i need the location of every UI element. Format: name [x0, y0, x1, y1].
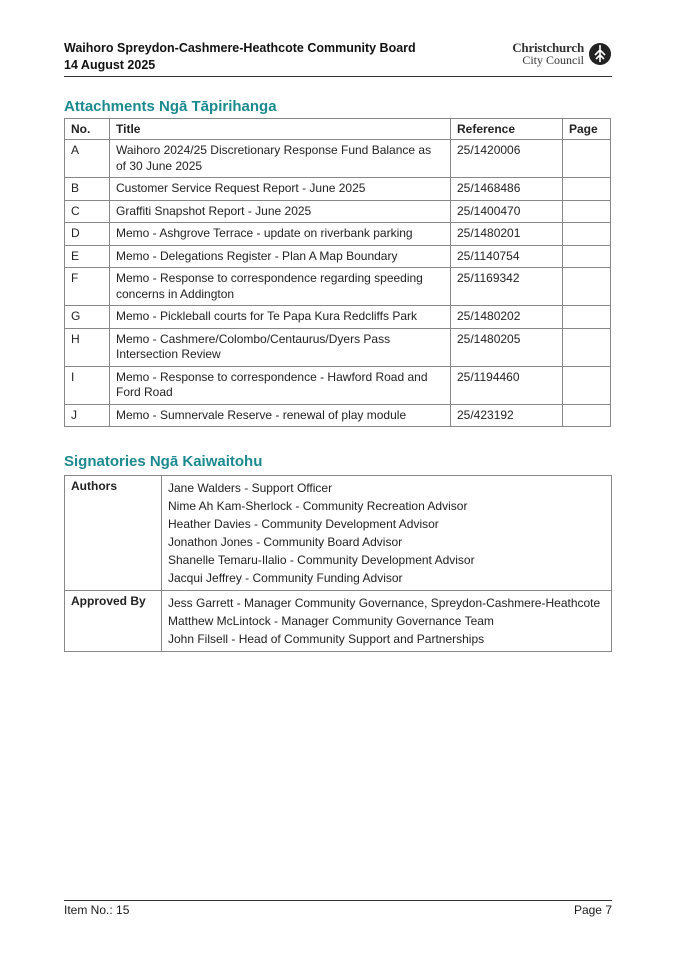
logo-line2: City Council — [522, 53, 584, 67]
attachment-reference: 25/1420006 — [451, 140, 563, 178]
signatory-group-label: Approved By — [65, 591, 162, 652]
logo-line1: Christchurch — [512, 40, 584, 55]
attachment-page — [563, 245, 611, 268]
attachment-title: Memo - Delegations Register - Plan A Map Boundary — [110, 245, 451, 268]
attachments-header-row — [65, 119, 611, 140]
attachment-page — [563, 306, 611, 329]
attachment-page — [563, 178, 611, 201]
attachment-reference: 25/1480201 — [451, 223, 563, 246]
col-page-header: Page — [563, 119, 611, 140]
attachment-no: A — [65, 140, 110, 178]
attachment-page — [563, 404, 611, 427]
attachment-title: Memo - Pickleball courts for Te Papa Kura Redcliffs Park — [110, 306, 451, 329]
page-number: Page 7 — [573, 903, 612, 917]
attachment-no: B — [65, 178, 110, 201]
signatories-heading: Signatories Ngā Kaiwaitohu — [64, 453, 263, 470]
council-logo — [512, 42, 612, 66]
attachment-page — [563, 200, 611, 223]
table-row — [65, 328, 611, 366]
attachment-no: F — [65, 268, 110, 306]
signatory-name: Shanelle Temaru-Ilalio - Community Development Advisor — [168, 553, 475, 567]
signatory-name: Nime Ah Kam-Sherlock - Community Recreation Advisor — [168, 499, 468, 513]
board-name: Waihoro Spreydon-Cashmere-Heathcote Community Board — [64, 41, 416, 55]
attachment-title: Customer Service Request Report - June 2025 — [110, 178, 451, 201]
attachment-no: D — [65, 223, 110, 246]
attachment-reference: 25/1194460 — [451, 366, 563, 404]
signatory-names — [162, 476, 612, 591]
attachment-page — [563, 268, 611, 306]
signatory-name: Jess Garrett - Manager Community Governance, Spreydon-Cashmere-Heathcote — [168, 596, 601, 610]
attachment-reference: 25/1169342 — [451, 268, 563, 306]
signatory-names — [162, 591, 612, 652]
attachment-reference: 25/423192 — [451, 404, 563, 427]
attachment-title: Memo - Response to correspondence - Hawford Road and Ford Road — [110, 366, 451, 404]
attachment-reference: 25/1140754 — [451, 245, 563, 268]
attachment-page — [563, 223, 611, 246]
attachment-title: Memo - Ashgrove Terrace - update on riverbank parking — [110, 223, 451, 246]
signatory-name: Jane Walders - Support Officer — [168, 481, 333, 495]
table-row — [65, 178, 611, 201]
attachment-title: Waihoro 2024/25 Discretionary Response Fund Balance as of 30 June 2025 — [110, 140, 451, 178]
attachment-page — [563, 366, 611, 404]
attachment-page — [563, 140, 611, 178]
attachment-page — [563, 328, 611, 366]
table-row — [65, 366, 611, 404]
signatory-group-row — [65, 476, 612, 591]
attachment-reference: 25/1400470 — [451, 200, 563, 223]
page-header — [64, 40, 612, 77]
table-row — [65, 306, 611, 329]
attachment-no: E — [65, 245, 110, 268]
col-no-header: No. — [65, 119, 110, 140]
attachment-title: Memo - Sumnervale Reserve - renewal of play module — [110, 404, 451, 427]
attachment-no: H — [65, 328, 110, 366]
attachment-no: C — [65, 200, 110, 223]
col-reference-header: Reference — [451, 119, 563, 140]
signatory-name: John Filsell - Head of Community Support and Partnerships — [168, 632, 485, 646]
table-row — [65, 404, 611, 427]
table-row — [65, 245, 611, 268]
attachment-title: Memo - Cashmere/Colombo/Centaurus/Dyers Pass Intersection Review — [110, 328, 451, 366]
attachments-heading: Attachments Ngā Tāpirihanga — [64, 98, 277, 115]
signatory-name: Heather Davies - Community Development Advisor — [168, 517, 439, 531]
table-row — [65, 140, 611, 178]
table-row — [65, 200, 611, 223]
attachment-reference: 25/1468486 — [451, 178, 563, 201]
attachment-reference: 25/1480202 — [451, 306, 563, 329]
attachment-reference: 25/1480205 — [451, 328, 563, 366]
meeting-date: 14 August 2025 — [64, 58, 156, 72]
signatories-table — [64, 475, 612, 652]
signatory-group-label: Authors — [65, 476, 162, 591]
attachment-title: Memo - Response to correspondence regarding speeding concerns in Addington — [110, 268, 451, 306]
page-footer — [64, 900, 612, 917]
attachment-no: I — [65, 366, 110, 404]
attachment-title: Graffiti Snapshot Report - June 2025 — [110, 200, 451, 223]
signatory-name: Jonathon Jones - Community Board Advisor — [168, 535, 403, 549]
col-title-header: Title — [110, 119, 451, 140]
signatory-name: Matthew McLintock - Manager Community Governance Team — [168, 614, 494, 628]
council-emblem-icon — [588, 42, 612, 66]
table-row — [65, 268, 611, 306]
signatory-group-row — [65, 591, 612, 652]
attachment-no: G — [65, 306, 110, 329]
attachments-table — [64, 118, 611, 427]
attachment-no: J — [65, 404, 110, 427]
item-number: Item No.: 15 — [64, 903, 130, 917]
signatory-name: Jacqui Jeffrey - Community Funding Advisor — [168, 571, 403, 585]
table-row — [65, 223, 611, 246]
